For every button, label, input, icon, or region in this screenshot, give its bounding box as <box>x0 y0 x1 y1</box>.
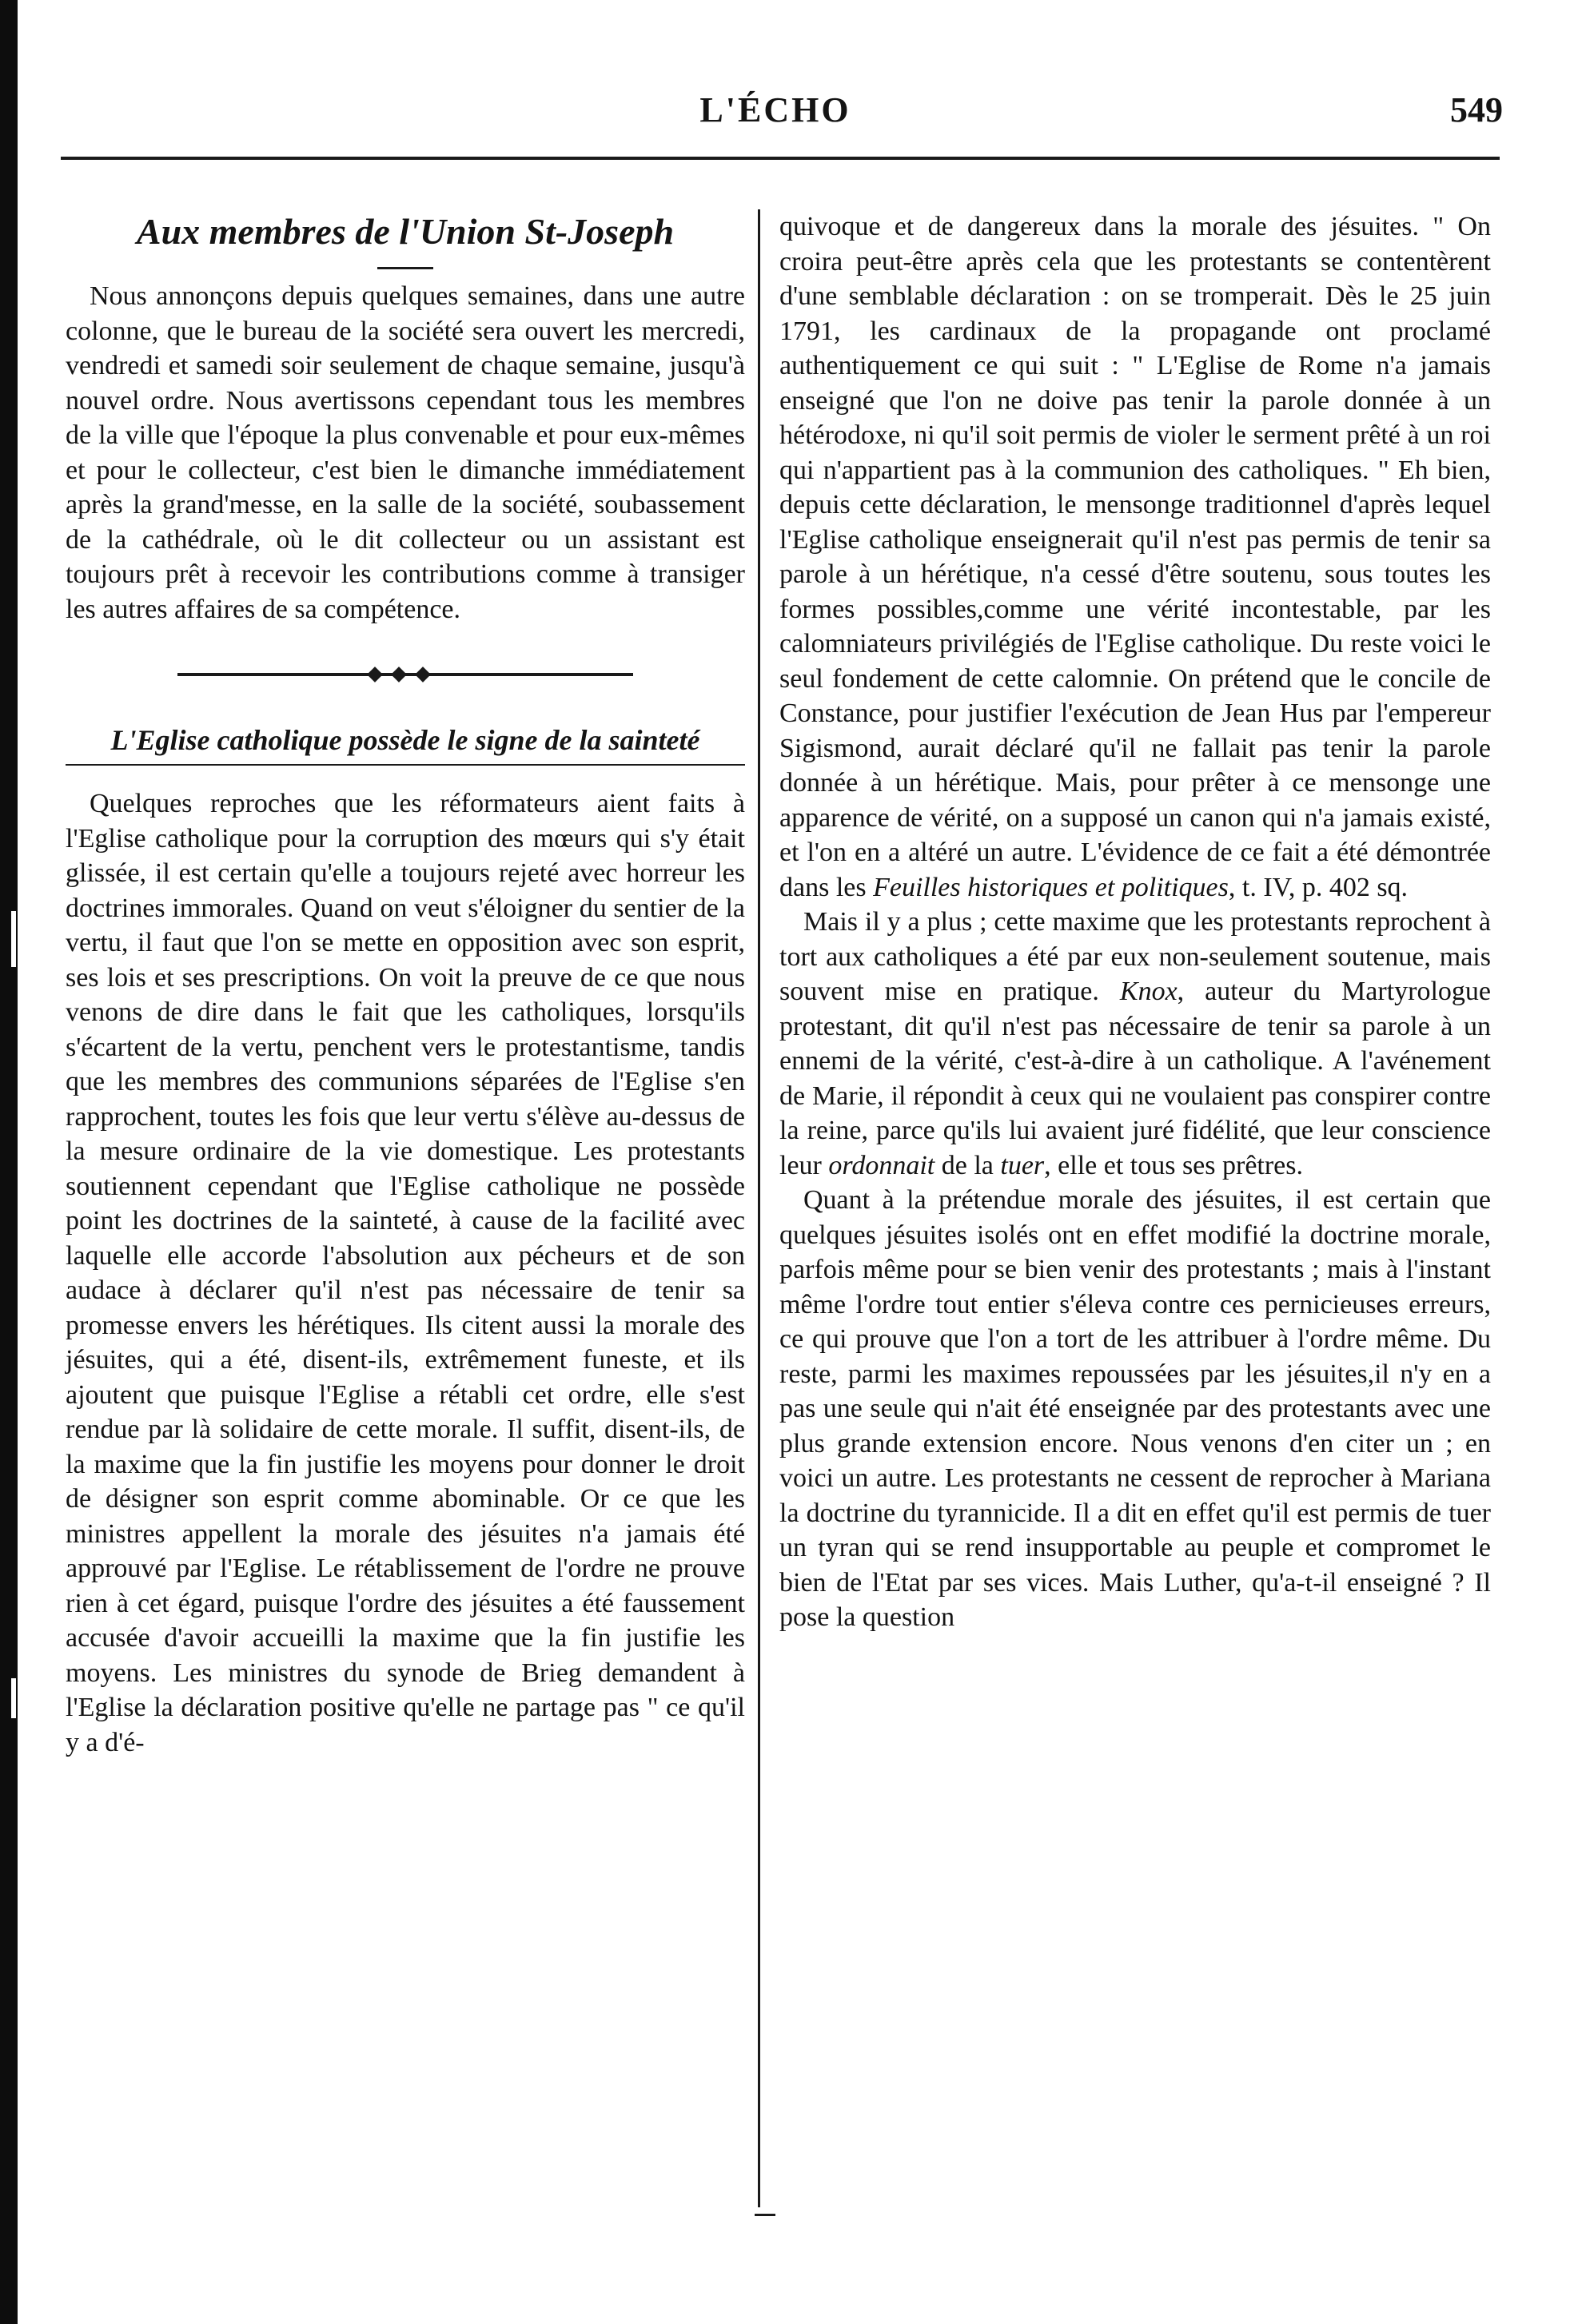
ornament-diamond <box>391 667 407 682</box>
binding-edge-gap <box>11 911 16 967</box>
italic-title: Feuilles historiques et politiques <box>873 872 1229 902</box>
ornament-diamond <box>367 667 383 682</box>
right-column <box>779 209 1491 1635</box>
text-run: Mais il y a plus ; cette maxime que les protestants reprochent à tort aux catholiques a été par eux non-seulement soutenue, mais souvent mise en pratique. <box>779 907 1491 1006</box>
text-run: de la <box>941 1150 994 1180</box>
text-run: quivoque et de dangereux dans la morale des jésuites. " On croira peut-être après cela que les protestants se contentèrent d'une semblable déclaration : on se tromperait. Dès le 25 juin 1791, les cardinaux de la propagande ont proclamé authentiquement ce qui suit : " L'Eglise de Rome n'a jamais enseigné que l'on ne doive pas tenir la parole donnée à un hétérodoxe, ni qu'il soit permis de violer le serment prêté à un roi qui n'appartient pas à la communion des catholiques. " Eh bien, depuis cette déclaration, le mensonge traditionnel d'après lequel l'Eglise catholique enseignerait qu'il n'est pas permis de tenir sa parole à un hérétique, n'a cessé d'être soutenu, sous toutes les formes possibles,comme une vérité incontestable, par les calomniateurs privilégiés de l'Eglise catholique. Du reste voici le seul fondement de cette calomnie. On prétend que le concile de Constance, pour justifier l'exécution de Jean Hus par l'empereur Sigismond, aurait déclaré qu'il ne fallait pas tenir la parole donnée à un hérétique. Mais, pour prêter à ce mensonge une apparence de vérité, on a supposé un canon qui n'a jamais existé, et l'on en a altéré un autre. L'évidence de ce fait a été démontrée dans les <box>779 212 1491 902</box>
text-run: , t. IV, p. 402 sq. <box>1228 872 1409 902</box>
paragraph-saintete: Quelques reproches que les réformateurs aient faits à l'Eglise catholique pour la corruption des mœurs qui s'y était glissée, il est certain qu'elle a toujours rejeté avec horreur les doctrines immorales. Quand on veut s'éloigner du sentier de la vertu, il faut que l'on se mette en opposition avec son esprit, ses lois et ses prescriptions. On voit la preuve de ce que nous venons de dire dans le fait que les catholiques, lorsqu'ils s'écartent de la vertu, penchent vers le protestantisme, tandis que les membres des communions séparées de l'Eglise s'en rapprochent, toutes les fois que leur vertu s'élève au-dessus de la mesure ordinaire de la vie domestique. Les protestants soutiennent cependant que l'Eglise catholique ne possède point les doctrines de la sainteté, à cause de la facilité avec laquelle elle accorde l'absolution aux pécheurs et de son audace à déclarer qu'il n'est pas nécessaire de tenir sa promesse envers les hérétiques. Ils citent aussi la morale des jésuites, qui a été, disent-ils, extrêmement funeste, et ils ajoutent que puisque l'Eglise a rétabli cet ordre, elle s'est rendue par là solidaire de cette morale. Il suffit, disent-ils, de la maxime que la fin justifie les moyens pour donner le droit de désigner son esprit comme abominable. Or ce que les ministres appellent la morale des jésuites n'a jamais été approuvé par l'Eglise. Le rétablissement de l'ordre ne prouve rien à cet égard, puisque l'ordre des jésuites a été faussement accusée d'avoir accueilli la maxime que la fin justifie les moyens. Les ministres du synode de Brieg demandent à l'Eglise la déclaration positive qu'elle ne partage pas " ce qu'il y a d'é- <box>66 789 745 1757</box>
left-column <box>66 209 745 1760</box>
ornament-diamond <box>415 667 431 682</box>
paragraph-knox <box>779 905 1491 1183</box>
footer-mark <box>755 2214 775 2216</box>
italic-word: ordonnait <box>828 1150 935 1180</box>
subheading-rule <box>66 764 745 766</box>
text-run: , auteur du Martyrologue protestant, dit qu'il n'est pas nécessaire de tenir sa parole à un ennemi de la vérité, c'est-à-dire à un catholique. A l'avénement de Marie, il répondit à ceux qui ne voulaient pas conspirer contre la reine, parce qu'ils lui avaient juré fidélité, que leur conscience leur <box>779 977 1491 1180</box>
italic-name: Knox <box>1119 977 1178 1006</box>
page-number: 549 <box>1450 90 1503 129</box>
binding-edge <box>0 0 18 2324</box>
running-title: L'ÉCHO <box>699 90 851 129</box>
binding-edge-gap <box>11 1678 16 1718</box>
paragraph-continuation <box>779 209 1491 905</box>
heading-rule <box>377 267 433 269</box>
page-header <box>48 90 1503 137</box>
paragraph-union-notice: Nous annonçons depuis quelques semaines, dans une autre colonne, que le bureau de la société sera ouvert les mercredi, vendredi et samedi soir seulement de chaque semaine, jusqu'à nouvel ordre. Nous avertissons cependant tous les membres de la ville que l'époque la plus convenable et pour eux-mêmes et pour le collecteur, c'est bien le dimanche immédiatement après la grand'messe, en la salle de la société, soubassement de la cathédrale, où le dit collecteur ou un assistant est toujours prêt à recevoir les contributions comme à transiger les autres affaires de sa compétence. <box>66 281 745 624</box>
header-rule <box>61 157 1500 160</box>
column-divider <box>758 209 760 2207</box>
italic-word: tuer <box>1000 1150 1045 1180</box>
section-heading-saintete: L'Eglise catholique possède le signe de la sainteté <box>110 724 700 756</box>
section-ornament <box>66 659 745 690</box>
section-heading-union: Aux membres de l'Union St-Joseph <box>136 211 675 252</box>
text-run: , elle et tous ses prêtres. <box>1044 1150 1304 1180</box>
paragraph-jesuites: Quant à la prétendue morale des jésuites, il est certain que quelques jésuites isolés ont en effet modifié la doctrine morale, parfois même pour se bien venir des protestants ; mais à l'instant même l'ordre tout entier s'éleva contre ces pernicieuses erreurs, ce qui prouve que l'on a tort de les attribuer à l'ordre même. Du reste, parmi les maximes repoussées par les jésuites,il n'y en a pas une seule qui n'ait été enseignée par des protestants avec une plus grande extension encore. Nous venons d'en citer un ; en voici un autre. Les protestants ne cessent de reprocher à Mariana la doctrine du tyrannicide. Il a dit en effet qu'il est permis de tuer un tyran qui se rend insupportable au peuple et compromet le bien de l'Etat par ses vices. Mais Luther, qu'a-t-il enseigné ? Il pose la question <box>779 1185 1491 1632</box>
